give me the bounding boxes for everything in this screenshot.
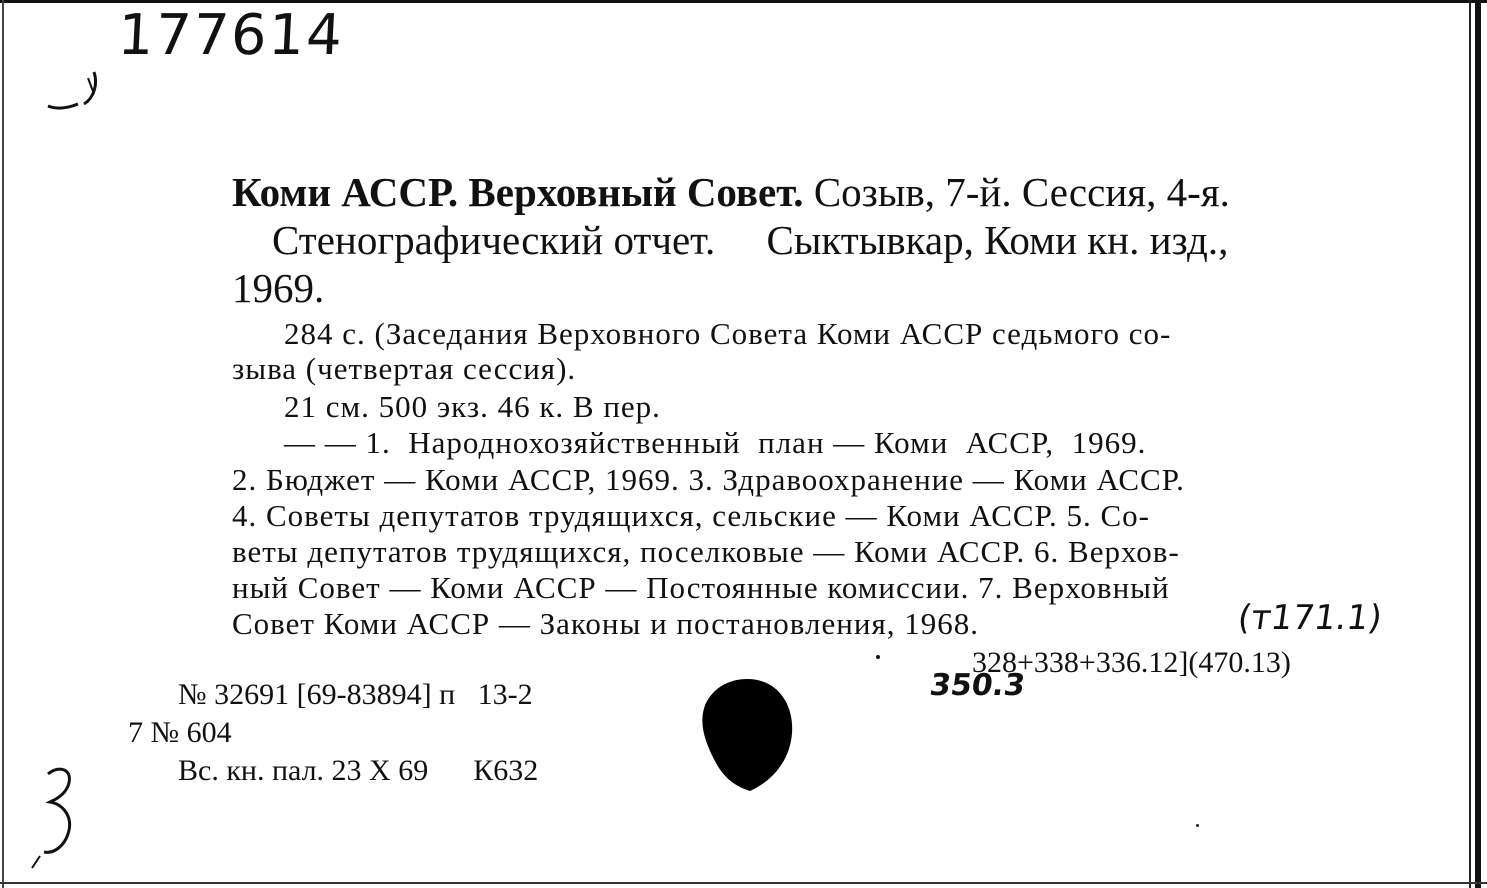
description-line: зыва (четвертая сессия). [232, 351, 577, 386]
subject-line: — — 1. Народнохозяйственный план — Коми АССР, 1969. [284, 425, 1147, 460]
subject-line: 4. Советы депутатов трудящихся, сельские — Коми АССР. 5. Со- [232, 498, 1150, 533]
record-number: № 32691 [69-83894] п 13-2 [178, 678, 533, 711]
card-border-right-inner [1469, 0, 1471, 888]
card-border-right [1475, 0, 1481, 888]
speck [1196, 824, 1199, 827]
copy-number: 7 № 604 [128, 716, 232, 749]
card-border-bottom [0, 882, 1487, 884]
handwritten-code: (т171.1) [1235, 598, 1385, 638]
subject-line: Совет Коми АССР — Законы и постановления, 1968. [232, 606, 979, 641]
handwritten-mark-icon [44, 64, 104, 114]
heading-year: 1969. [232, 265, 325, 311]
chamber-stamp: Вс. кн. пал. 23 Х 69 К632 [178, 754, 539, 787]
card-heading [232, 168, 1412, 216]
speck [876, 655, 880, 659]
heading-author: Коми АССР. Верховный Совет. [232, 169, 804, 215]
handwritten-corner-mark-icon [30, 760, 90, 880]
subject-line: ный Совет — Коми АССР — Постоянные комиссии. 7. Верховный [232, 570, 1170, 605]
card-border-left [2, 0, 4, 888]
heading-session: Созыв, 7-й. Сессия, 4-я. [803, 169, 1230, 215]
subject-line: 2. Бюджет — Коми АССР, 1969. 3. Здравоохранение — Коми АССР. [232, 462, 1185, 497]
handwritten-inventory-number: 177614 [116, 3, 346, 68]
description-line: 21 см. 500 экз. 46 к. В пер. [284, 389, 661, 424]
description-line: 284 с. (Заседания Верховного Совета Коми АССР седьмого со- [284, 316, 1172, 351]
heading-line-2: Стенографический отчет. Сыктывкар, Коми кн. изд., [272, 217, 1229, 263]
classification-index: 328+338+336.12](470.13) [972, 646, 1291, 679]
subject-line: веты депутатов трудящихся, поселковые — Коми АССР. 6. Верхов- [232, 534, 1180, 569]
handwritten-classification: 350.3 [927, 668, 1028, 703]
ink-blot-icon [698, 677, 796, 793]
